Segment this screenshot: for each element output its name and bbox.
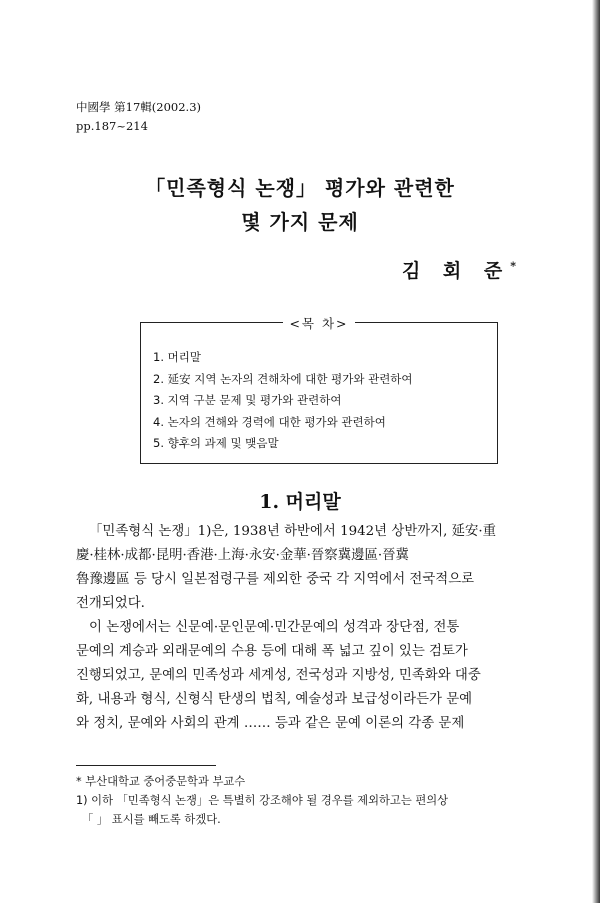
footnote-author: * 부산대학교 중어중문학과 부교수 xyxy=(76,775,246,788)
footnote-1-continued: 「 」 표시를 빼도록 하겠다. xyxy=(82,813,221,826)
body-line: 이 논쟁에서는 신문예·문인문예·민간문예의 성격과 장단점, 전통 xyxy=(89,620,460,635)
paper-title-line-1: 「민족형식 논쟁」 평가와 관련한 xyxy=(145,176,455,200)
paper-title-line-2: 몇 가지 문제 xyxy=(241,210,359,234)
body-text xyxy=(76,520,530,736)
body-line: 「민족형식 논쟁」1)은, 1938년 하반에서 1942년 상반까지, 延安·重 xyxy=(89,524,497,539)
body-line: 慶·桂林·成都·昆明·香港·上海·永安·金華·晉察冀邊區·晉冀 xyxy=(76,548,409,563)
body-line: 화, 내용과 형식, 신형식 탄생의 법칙, 예술성과 보급성이라든가 문예 xyxy=(76,692,473,707)
journal-info xyxy=(76,98,201,136)
section-heading: 1. 머리말 xyxy=(259,491,341,513)
body-line: 와 정치, 문예와 사회의 관계 …… 등과 같은 문예 이론의 각종 문제 xyxy=(76,716,465,731)
body-line: 전개되었다. xyxy=(76,596,145,611)
body-line: 문예의 계승과 외래문예의 수용 등에 대해 폭 넓고 깊이 있는 검토가 xyxy=(76,644,468,659)
toc-heading-label: <목 차> xyxy=(283,316,354,331)
footnote-divider xyxy=(76,765,216,766)
author xyxy=(402,256,516,283)
toc-heading xyxy=(141,313,497,332)
toc-item: 1. 머리말 xyxy=(153,350,201,364)
toc-item: 3. 지역 구분 문제 및 평가와 관련하여 xyxy=(153,393,342,407)
journal-pages: pp.187~214 xyxy=(76,119,148,133)
toc-list xyxy=(153,347,413,455)
journal-volume: 中國學 第17輯(2002.3) xyxy=(76,100,202,114)
table-of-contents xyxy=(140,316,498,464)
footnote-1: 1) 이하 「민족형식 논쟁」은 특별히 강조해야 될 경우를 제외하고는 편의상 xyxy=(76,794,449,807)
toc-item: 2. 延安 지역 논자의 견해차에 대한 평가와 관련하여 xyxy=(153,371,413,386)
body-line: 진행되었고, 문예의 민족성과 세계성, 전국성과 지방성, 민족화와 대중 xyxy=(76,668,481,683)
scan-edge-shadow xyxy=(592,0,600,903)
author-name: 김 회 준 xyxy=(401,260,511,282)
toc-item: 5. 향후의 과제 및 맺음말 xyxy=(153,436,279,450)
toc-item: 4. 논자의 견해와 경력에 대한 평가와 관련하여 xyxy=(153,414,386,429)
body-line: 魯豫邊區 등 당시 일본점령구를 제외한 중국 각 지역에서 전국적으로 xyxy=(76,572,475,587)
author-footnote-mark: * xyxy=(510,259,516,273)
footnotes xyxy=(76,772,448,829)
